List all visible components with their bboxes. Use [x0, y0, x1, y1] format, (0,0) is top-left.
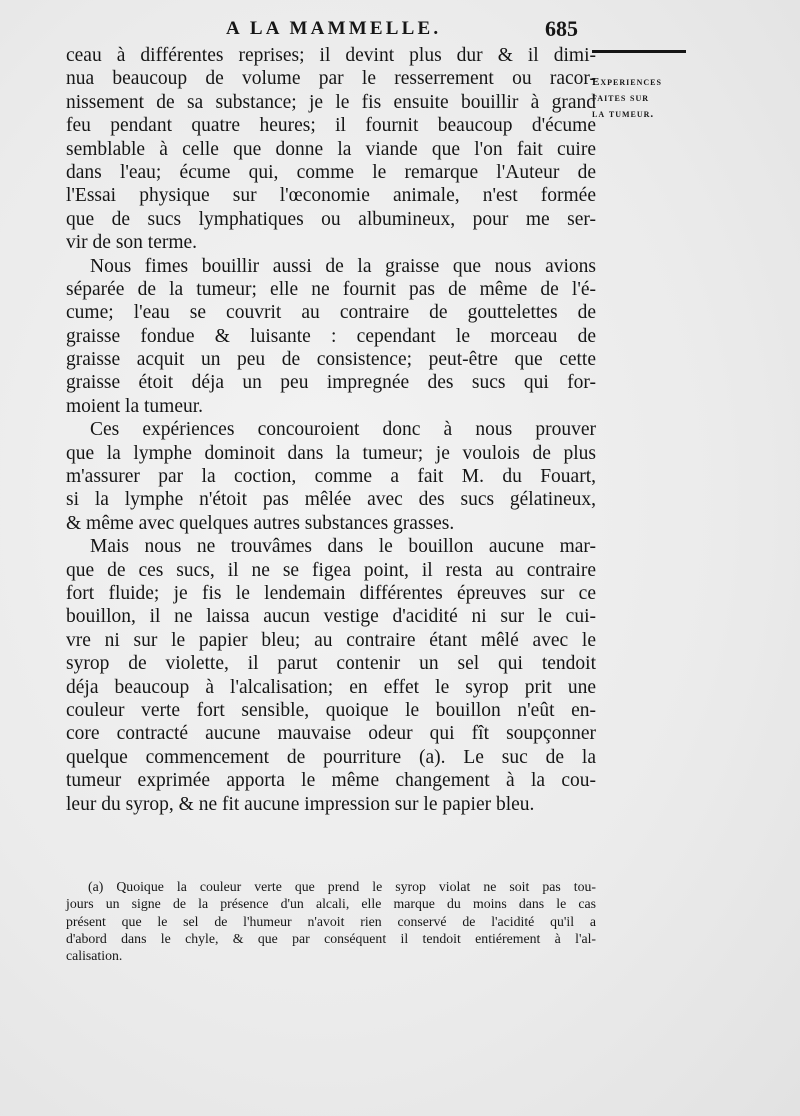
text-line: Mais nous ne trouvâmes dans le bouillon aucune mar-	[90, 536, 596, 558]
footnote	[66, 878, 596, 964]
text-line: leur du syrop, & ne fit aucune impression sur le papier bleu.	[66, 793, 535, 815]
text-line: syrop de violette, il parut contenir un sel qui tendoit	[66, 653, 596, 675]
text-line: séparée de la tumeur; elle ne fournit pas de même de l'é-	[66, 278, 596, 300]
text-line: fort fluide; je fis le lendemain différentes épreuves sur ce	[66, 582, 596, 604]
text-line: Nous fimes bouillir aussi de la graisse que nous avions	[90, 255, 596, 277]
text-line: & même avec quelques autres substances grasses.	[66, 512, 455, 534]
text-line: que de ces sucs, il ne se figea point, il resta au contraire	[66, 559, 596, 581]
footnote-line: présent que le sel de l'humeur n'avoit rien conservé de l'acidité qu'il a	[66, 913, 596, 929]
text-line: vir de son terme.	[66, 232, 198, 254]
footnote-line: (a) Quoique la couleur verte que prend le syrop violat ne soit pas tou-	[88, 879, 596, 894]
text-line: graisse étoit déja un peu impregnée des sucs qui for-	[66, 372, 596, 394]
text-line: déja beaucoup à l'alcalisation; en effet le syrop prit une	[66, 676, 596, 698]
running-head: A LA MAMMELLE.	[226, 18, 442, 39]
text-line: couleur verte fort sensible, quoique le bouillon n'eût en-	[66, 699, 596, 721]
text-line: graisse acquit un peu de consistence; peut-être que cette	[66, 349, 596, 371]
text-line: cume; l'eau se couvrit au contraire de gouttelettes de	[66, 302, 596, 324]
text-line: tumeur exprimée apporta le même changement à la cou-	[66, 770, 596, 792]
text-line: m'assurer par la coction, comme a fait M. du Fouart,	[66, 466, 596, 488]
margin-note	[592, 74, 696, 122]
text-line: que la lymphe dominoit dans la tumeur; je voulois de plus	[66, 442, 596, 464]
body-text	[66, 44, 596, 816]
margin-note-line: faites sur	[592, 92, 650, 104]
footnote-line: jours un signe de la présence d'un alcali, elle marque du moins dans le cas	[66, 896, 596, 912]
text-line: ceau à différentes reprises; il devint plus dur & il dimi-	[66, 45, 596, 66]
page-header	[0, 14, 800, 46]
footnote-line: d'abord dans le chyle, & que par conséquent il tendoit entiérement à l'al-	[66, 930, 596, 946]
text-line: Ces expériences concouroient donc à nous prouver	[90, 419, 596, 441]
footnote-line: calisation.	[66, 948, 123, 964]
text-line: semblable à celle que donne la viande que l'on fait cuire	[66, 138, 596, 160]
text-line: nissement de sa substance; je le fis ensuite bouillir à grand	[66, 91, 596, 113]
text-line: feu pendant quatre heures; il fournit beaucoup d'écume	[66, 115, 596, 137]
page-number: 685	[545, 16, 578, 41]
text-line: si la lymphe n'étoit pas mêlée avec des sucs gélatineux,	[66, 489, 596, 511]
text-line: nua beaucoup de volume par le resserrement ou racor-	[66, 68, 596, 90]
margin-rule	[592, 50, 686, 53]
text-line: dans l'eau; écume qui, comme le remarque l'Auteur de	[66, 161, 596, 183]
margin-note-line: la tumeur.	[592, 108, 655, 120]
text-line: graisse fondue & luisante : cependant le morceau de	[66, 325, 596, 347]
text-line: core contracté aucune mauvaise odeur qui fît soupçonner	[66, 723, 596, 745]
margin-note-line: Experiences	[592, 76, 662, 88]
text-line: vre ni sur le papier bleu; au contraire étant mêlé avec le	[66, 629, 596, 651]
text-line: moient la tumeur.	[66, 395, 204, 417]
text-line: bouillon, il ne laissa aucun vestige d'acidité ni sur le cui-	[66, 606, 596, 628]
text-line: quelque commencement de pourriture (a). Le suc de la	[66, 746, 596, 768]
text-line: que de sucs lymphatiques ou albumineux, pour me ser-	[66, 208, 596, 230]
text-line: l'Essai physique sur l'œconomie animale, n'est formée	[66, 185, 596, 207]
